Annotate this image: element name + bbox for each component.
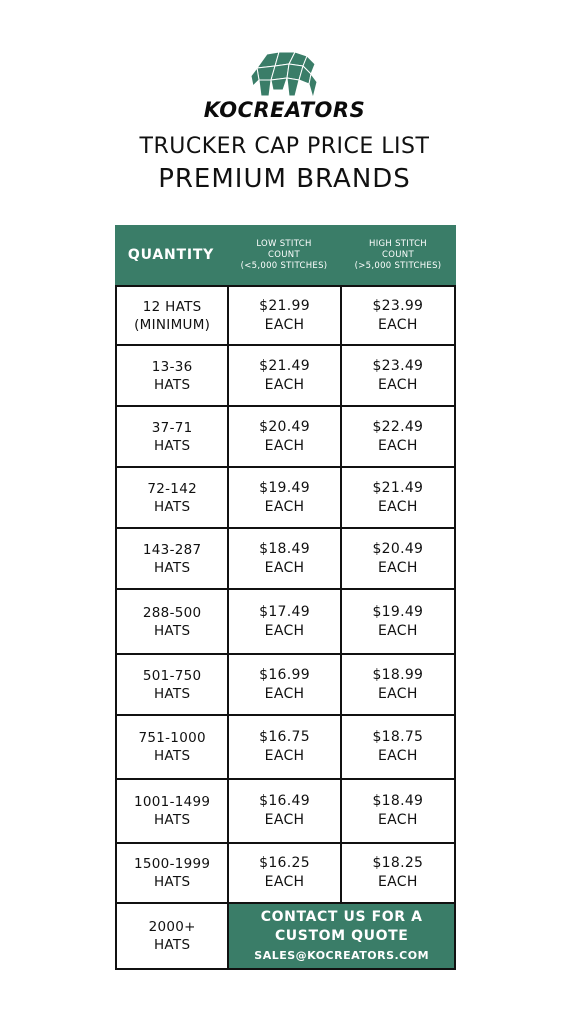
high-price-cell: $23.99 EACH — [372, 297, 424, 333]
table-row — [117, 588, 454, 653]
header-high-line: (>5,000 STITCHES) — [354, 260, 442, 271]
header-high-line: HIGH STITCH — [369, 238, 427, 249]
quantity-cell: 13-36 HATS — [117, 346, 229, 405]
quantity-cell: 288-500 HATS — [117, 590, 229, 653]
high-price-cell: $18.99 EACH — [372, 666, 424, 702]
quantity-cell: 12 HATS (MINIMUM) — [117, 287, 229, 344]
page-subtitle: PREMIUM BRANDS — [158, 164, 411, 194]
contact-quote-cell — [229, 904, 454, 968]
low-price-cell: $16.49 EACH — [229, 780, 341, 842]
high-price-cell: $22.49 EACH — [372, 418, 424, 454]
table-row — [117, 466, 454, 527]
high-price-cell: $23.49 EACH — [372, 357, 424, 393]
table-body — [115, 285, 456, 970]
low-price-cell: $16.75 EACH — [229, 716, 341, 778]
table-row — [117, 285, 454, 344]
high-price-cell: $20.49 EACH — [372, 540, 424, 576]
high-price-cell: $19.49 EACH — [372, 603, 424, 639]
price-table — [115, 225, 456, 970]
page-title: TRUCKER CAP PRICE LIST — [139, 134, 430, 159]
header-low-stitch — [227, 225, 341, 285]
low-price-cell: $21.99 EACH — [229, 287, 341, 344]
brand-name: KOCREATORS — [203, 98, 366, 122]
header-low-line: COUNT — [268, 249, 300, 260]
low-price-cell: $16.99 EACH — [229, 655, 341, 714]
low-price-cell: $19.49 EACH — [229, 468, 341, 527]
high-price-cell: $18.25 EACH — [372, 855, 424, 890]
high-price-cell: $18.49 EACH — [372, 793, 424, 828]
contact-line: CUSTOM QUOTE — [274, 928, 409, 944]
low-price-cell: $20.49 EACH — [229, 407, 341, 466]
quantity-cell: 1001-1499 HATS — [117, 780, 229, 842]
header-quantity: QUANTITY — [127, 247, 215, 263]
header-low-line: (<5,000 STITCHES) — [240, 260, 328, 271]
quantity-cell: 2000+ HATS — [117, 904, 229, 968]
table-header — [115, 225, 456, 285]
low-price-cell: $16.25 EACH — [229, 844, 341, 902]
header-high-line: COUNT — [382, 249, 414, 260]
quantity-cell: 1500-1999 HATS — [117, 844, 229, 902]
low-price-cell: $18.49 EACH — [229, 529, 341, 588]
contact-email[interactable]: SALES@KOCREATORS.COM — [254, 949, 430, 962]
table-row — [117, 842, 454, 902]
table-row — [117, 714, 454, 778]
low-price-cell: $17.49 EACH — [229, 590, 341, 653]
low-price-cell: $21.49 EACH — [229, 346, 341, 405]
header-low-line: LOW STITCH — [256, 238, 312, 249]
logo — [0, 50, 569, 100]
table-row — [117, 405, 454, 466]
elephant-icon — [249, 50, 321, 100]
table-row — [117, 778, 454, 842]
table-row — [117, 527, 454, 588]
contact-line: CONTACT US FOR A — [260, 909, 423, 925]
quantity-cell: 72-142 HATS — [117, 468, 229, 527]
quantity-cell: 751-1000 HATS — [117, 716, 229, 778]
table-row — [117, 653, 454, 714]
header-high-stitch — [341, 225, 455, 285]
table-row — [117, 344, 454, 405]
high-price-cell: $21.49 EACH — [372, 479, 424, 515]
high-price-cell: $18.75 EACH — [372, 729, 424, 764]
quantity-cell: 143-287 HATS — [117, 529, 229, 588]
quantity-cell: 501-750 HATS — [117, 655, 229, 714]
table-row-last — [117, 902, 454, 968]
quantity-cell: 37-71 HATS — [117, 407, 229, 466]
